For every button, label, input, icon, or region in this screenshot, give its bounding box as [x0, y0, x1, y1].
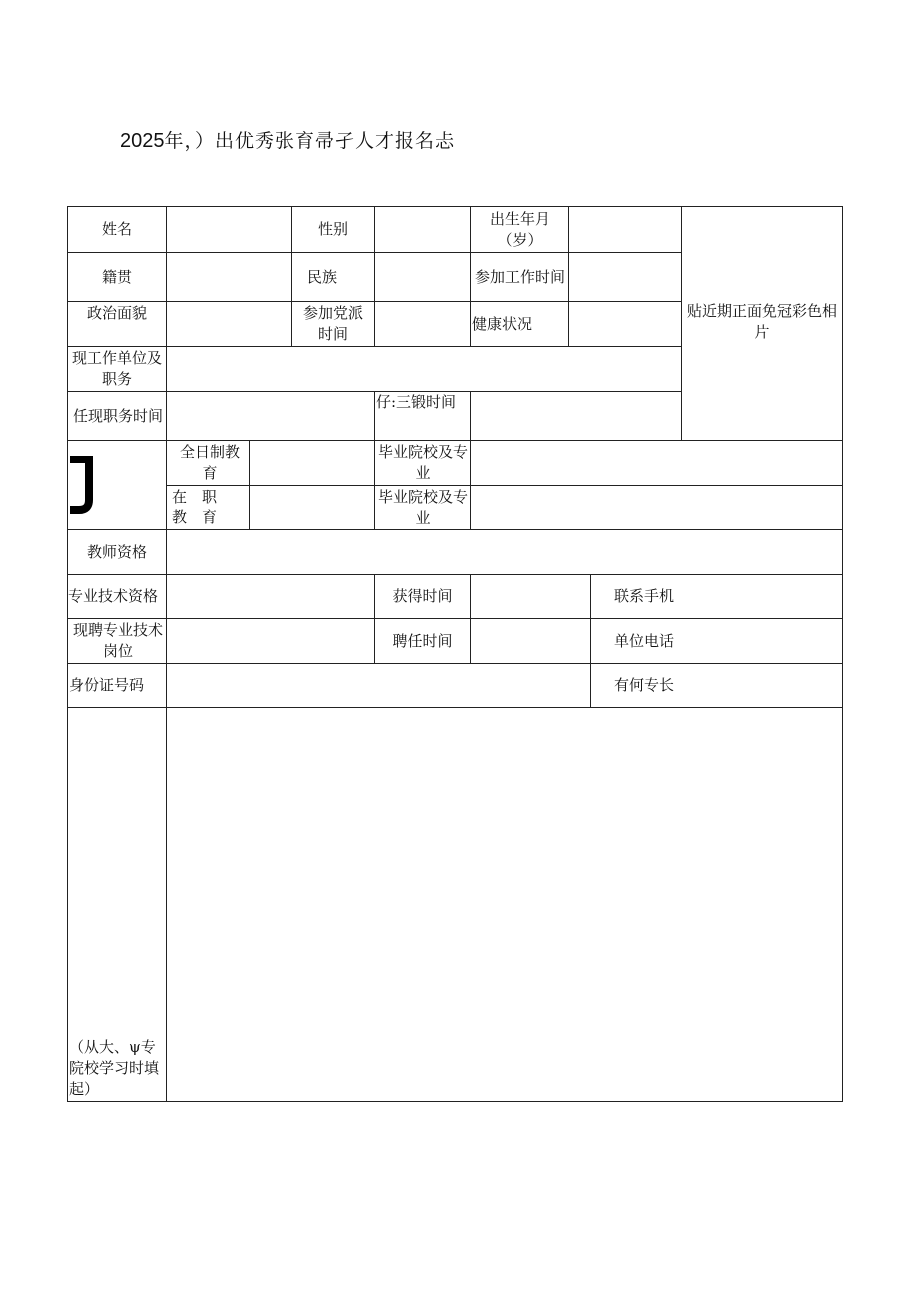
title-text: 年，）出优秀张育帚孑人才报名忐 [164, 130, 456, 152]
grid-line [67, 206, 843, 207]
grid-line [67, 1101, 843, 1102]
label-inservice-education-a: 在 职 [172, 488, 218, 506]
label-resume-note: （从大、ψ专院校学习时填起） [69, 1038, 160, 1098]
grid-line [568, 206, 569, 347]
grid-line [842, 206, 843, 1102]
grid-line [166, 440, 167, 530]
grid-line [374, 440, 375, 530]
grid-line [67, 529, 843, 530]
label-hire-time: 聘任时间 [392, 631, 453, 650]
label-id-number: 身份证号码 [69, 676, 145, 694]
label-ethnicity: 民族 [306, 267, 337, 286]
label-school-major-1: 毕业院校及专业 [378, 443, 469, 482]
grid-line [166, 707, 167, 1102]
label-work-start-time: 参加工作时间 [475, 267, 566, 286]
grid-line [470, 206, 471, 347]
label-school-major-2: 毕业院校及专业 [378, 487, 469, 527]
grid-line [590, 574, 591, 708]
grid-line [470, 440, 471, 530]
grid-line [67, 707, 843, 708]
label-rank-time: 仔:三锻时间 [376, 393, 457, 411]
label-party-join-time: 参加党派时间 [302, 304, 363, 343]
label-unit-phone: 单位电话 [614, 631, 675, 650]
label-inservice-education-b: 教 育 [172, 508, 218, 526]
grid-line [249, 440, 250, 530]
label-specialty: 有何专长 [614, 676, 675, 694]
grid-line [374, 206, 375, 347]
label-gender: 性别 [317, 220, 348, 238]
photo-placeholder: 贴近期正面免冠彩色相片 [686, 302, 837, 341]
grid-line [374, 391, 375, 441]
grid-line [167, 485, 843, 486]
label-native-place: 籍贯 [101, 267, 132, 286]
label-name: 姓名 [101, 220, 132, 238]
label-fulltime-education: 全日制教育 [179, 443, 240, 482]
label-professional-qualification: 专业技术资格 [68, 587, 159, 605]
label-health: 健康状况 [472, 314, 533, 333]
title-year: 2025 [120, 130, 165, 152]
label-position-time: 任现职务时间 [72, 407, 163, 425]
label-obtain-time: 获得时间 [392, 587, 453, 605]
grid-line [166, 574, 167, 708]
grid-line [166, 529, 167, 575]
page-title [120, 126, 455, 153]
label-political-status: 政治面貌 [86, 304, 147, 322]
bracket-mark-icon [67, 456, 97, 514]
label-teacher-certificate: 教师资格 [86, 542, 147, 561]
grid-line [166, 206, 167, 441]
label-current-unit: 现工作单位及职务 [72, 349, 163, 388]
grid-line [470, 391, 471, 441]
label-birth-date: 出生年月（岁） [489, 209, 550, 249]
label-professional-post: 现聘专业技术岗位 [72, 621, 163, 660]
grid-line [470, 574, 471, 664]
label-mobile-phone: 联系手机 [614, 587, 675, 605]
